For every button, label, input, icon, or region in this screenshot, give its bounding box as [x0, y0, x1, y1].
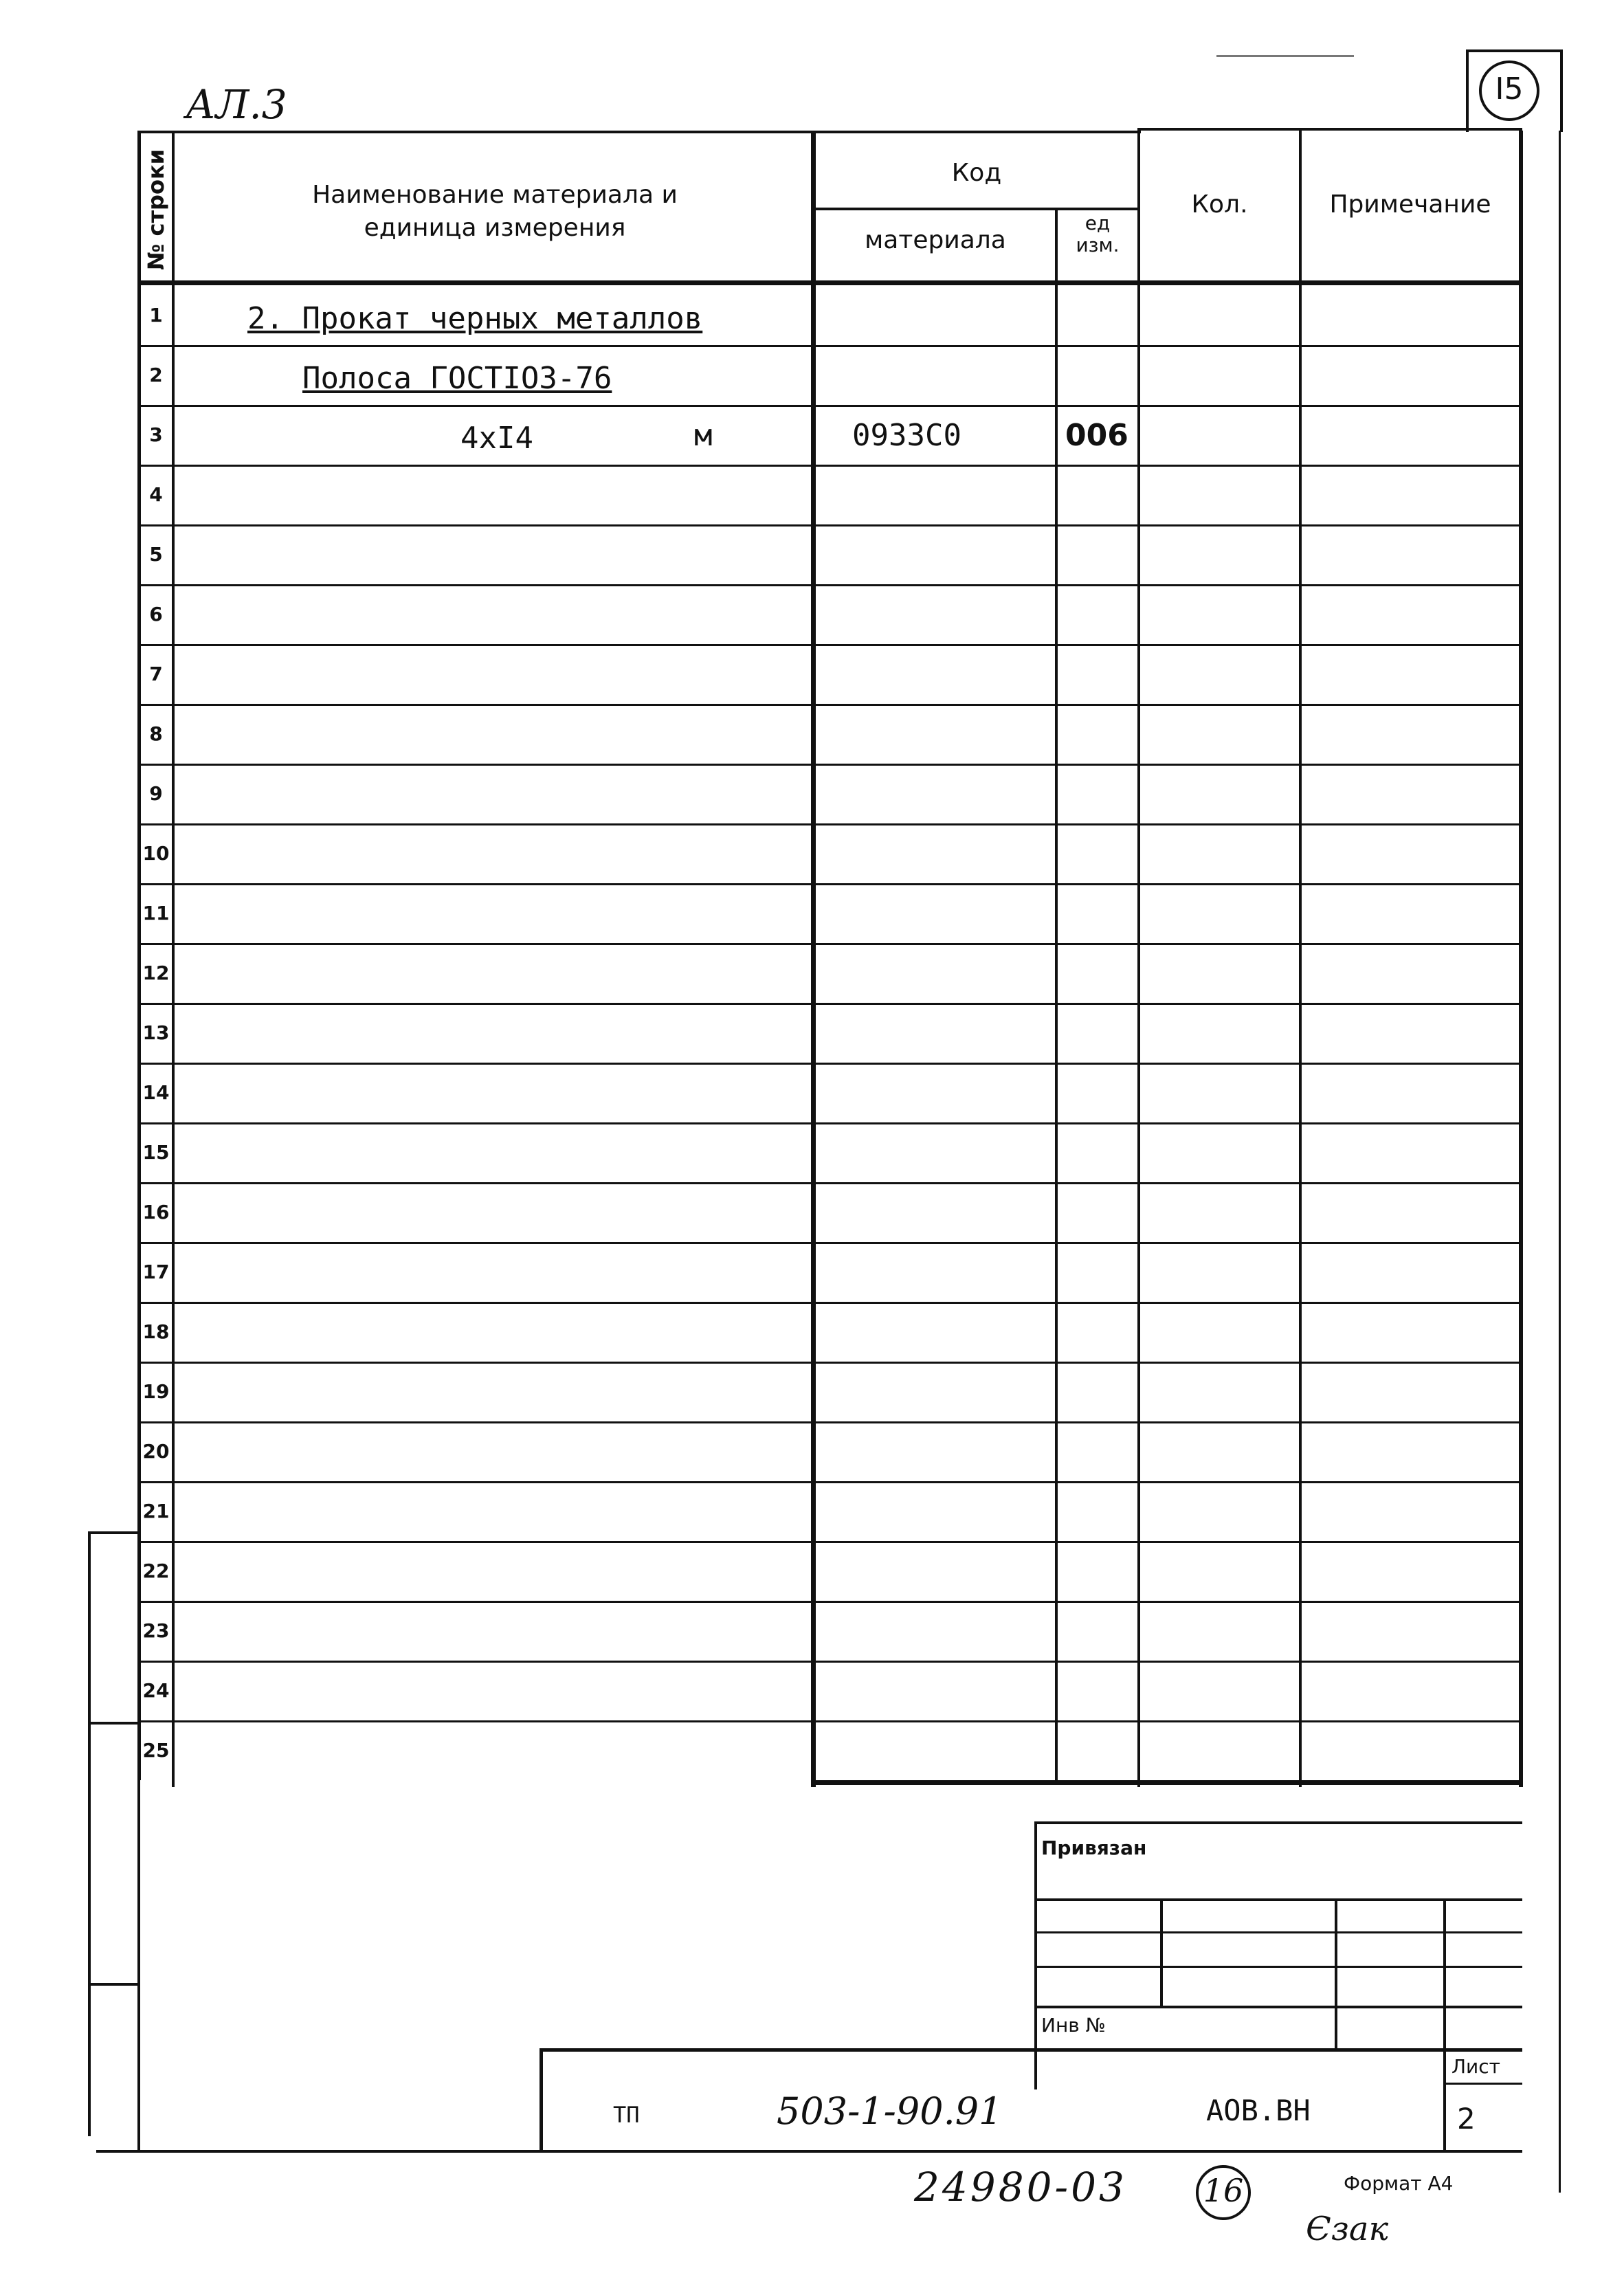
row-separator — [137, 465, 1522, 467]
row-number: 2 — [149, 364, 163, 386]
row-unit-mark: м — [694, 418, 713, 453]
title-block-bottom — [96, 2150, 1522, 2153]
row-separator — [137, 584, 1522, 586]
stamp-row-line-1 — [1034, 1898, 1522, 1901]
qty-header: Кол. — [1191, 190, 1248, 219]
row-number: 1 — [149, 304, 163, 326]
name-header-line1: Наименование материала и — [312, 181, 678, 209]
designation-prefix: ТП — [613, 2102, 640, 2128]
row-separator — [137, 1003, 1522, 1005]
signature: Єзак — [1306, 2210, 1389, 2248]
row-number: 21 — [142, 1500, 170, 1522]
stamp-col-2 — [1335, 1898, 1337, 2050]
col-rowno-right — [172, 131, 175, 1787]
sheet-mark: АЛ.3 — [186, 81, 287, 128]
format-label: Формат А4 — [1344, 2172, 1454, 2195]
row-number: 15 — [142, 1141, 170, 1164]
row-material-code: 0933C0 — [852, 418, 961, 453]
row-separator — [137, 764, 1522, 766]
row-separator — [137, 1122, 1522, 1124]
row-number: 6 — [149, 603, 163, 625]
top-dash — [1216, 55, 1354, 57]
row-number: 18 — [142, 1320, 170, 1343]
row-number: 8 — [149, 722, 163, 745]
row-number: 20 — [142, 1440, 170, 1463]
corner-frame-right — [1560, 49, 1563, 132]
unit-header-line2: изм. — [1076, 234, 1120, 256]
row-separator — [137, 1242, 1522, 1244]
stamp-col-1 — [1160, 1898, 1163, 2007]
row-number: 22 — [142, 1560, 170, 1582]
row-number: 4 — [149, 483, 163, 506]
circled-number: 16 — [1203, 2172, 1244, 2209]
table-top-right — [1137, 128, 1522, 131]
name-header-line2: единица измерения — [364, 214, 626, 242]
row-number: 16 — [142, 1201, 170, 1223]
corner-frame-left — [1466, 49, 1469, 132]
archive-number: 24980-03 — [914, 2164, 1127, 2210]
unit-header-line1: ед — [1084, 212, 1111, 234]
row-separator — [137, 1720, 1522, 1722]
binding-strip-left — [88, 1531, 91, 2136]
corner-number: I5 — [1495, 71, 1524, 107]
row-number: 7 — [149, 663, 163, 685]
binding-strip-low — [88, 1983, 140, 1986]
sheet-number: 2 — [1457, 2102, 1476, 2136]
row-separator — [137, 1481, 1522, 1483]
frame-left-lower — [137, 1780, 140, 2151]
row-separator — [137, 1541, 1522, 1543]
row-number: 12 — [142, 962, 170, 984]
row-material-name: 4xI4 — [460, 421, 533, 456]
row-separator — [137, 1362, 1522, 1364]
stamp-col-3 — [1443, 1898, 1446, 2153]
stamp-inv-label: Инв № — [1041, 2014, 1106, 2037]
doc-code: АОВ.ВН — [1206, 2094, 1311, 2127]
row-separator — [137, 1661, 1522, 1663]
table-bottom — [811, 1780, 1522, 1785]
corner-frame-top — [1466, 49, 1562, 52]
table-top — [137, 131, 1141, 133]
row-separator — [137, 1182, 1522, 1184]
row-separator — [137, 704, 1522, 706]
right-edge — [1559, 131, 1561, 2193]
col-unit-right — [1137, 131, 1140, 1787]
material-header: материала — [865, 226, 1006, 254]
stamp-row-line-4 — [1034, 2006, 1522, 2008]
row-unit-code: 006 — [1065, 418, 1128, 453]
row-separator — [137, 883, 1522, 885]
row-number: 23 — [142, 1619, 170, 1642]
row-separator — [137, 405, 1522, 407]
row-number: 11 — [142, 902, 170, 924]
row-separator — [137, 345, 1522, 347]
row-number: 5 — [149, 543, 163, 566]
binding-strip-top — [88, 1531, 140, 1534]
row-separator — [137, 644, 1522, 646]
row-separator — [137, 1063, 1522, 1065]
row-number: 13 — [142, 1021, 170, 1044]
row-separator — [137, 823, 1522, 825]
row-separator — [137, 1421, 1522, 1423]
sheet-label-line — [1443, 2083, 1522, 2085]
row-material-name: Полоса ГОСТIO3-76 — [302, 361, 612, 396]
row-separator — [137, 1302, 1522, 1304]
table-right-border — [1519, 131, 1523, 1787]
title-block-top — [540, 2048, 1522, 2052]
stamp-linked-top — [1034, 1821, 1522, 1824]
code-subheader-line — [811, 208, 1140, 210]
stamp-linked-label: Привязан — [1041, 1837, 1147, 1859]
title-block-left — [540, 2048, 543, 2151]
row-number: 3 — [149, 423, 163, 446]
binding-strip-mid — [88, 1722, 140, 1725]
col-material-right — [1055, 210, 1058, 1784]
row-number: 24 — [142, 1679, 170, 1702]
row-number: 25 — [142, 1739, 170, 1762]
row-number: 14 — [142, 1081, 170, 1104]
row-separator — [137, 943, 1522, 945]
header-bottom — [137, 280, 1522, 285]
row-number: 10 — [142, 842, 170, 865]
stamp-row-line-2 — [1034, 1931, 1522, 1933]
row-number: 17 — [142, 1261, 170, 1283]
note-header: Примечание — [1329, 190, 1491, 219]
code-header: Код — [951, 159, 1002, 187]
row-number: 19 — [142, 1380, 170, 1403]
designation: 503-1-90.91 — [777, 2089, 1003, 2133]
col-qty-right — [1299, 131, 1302, 1787]
row-separator — [137, 1601, 1522, 1603]
row-material-name: 2. Прокат черных металлов — [247, 301, 703, 336]
row-number: 9 — [149, 782, 163, 805]
stamp-row-line-3 — [1034, 1966, 1522, 1968]
row-separator — [137, 524, 1522, 526]
sheet-label: Лист — [1451, 2055, 1500, 2078]
col-name-right — [811, 131, 816, 1787]
row-number-header: № строки — [143, 148, 169, 271]
